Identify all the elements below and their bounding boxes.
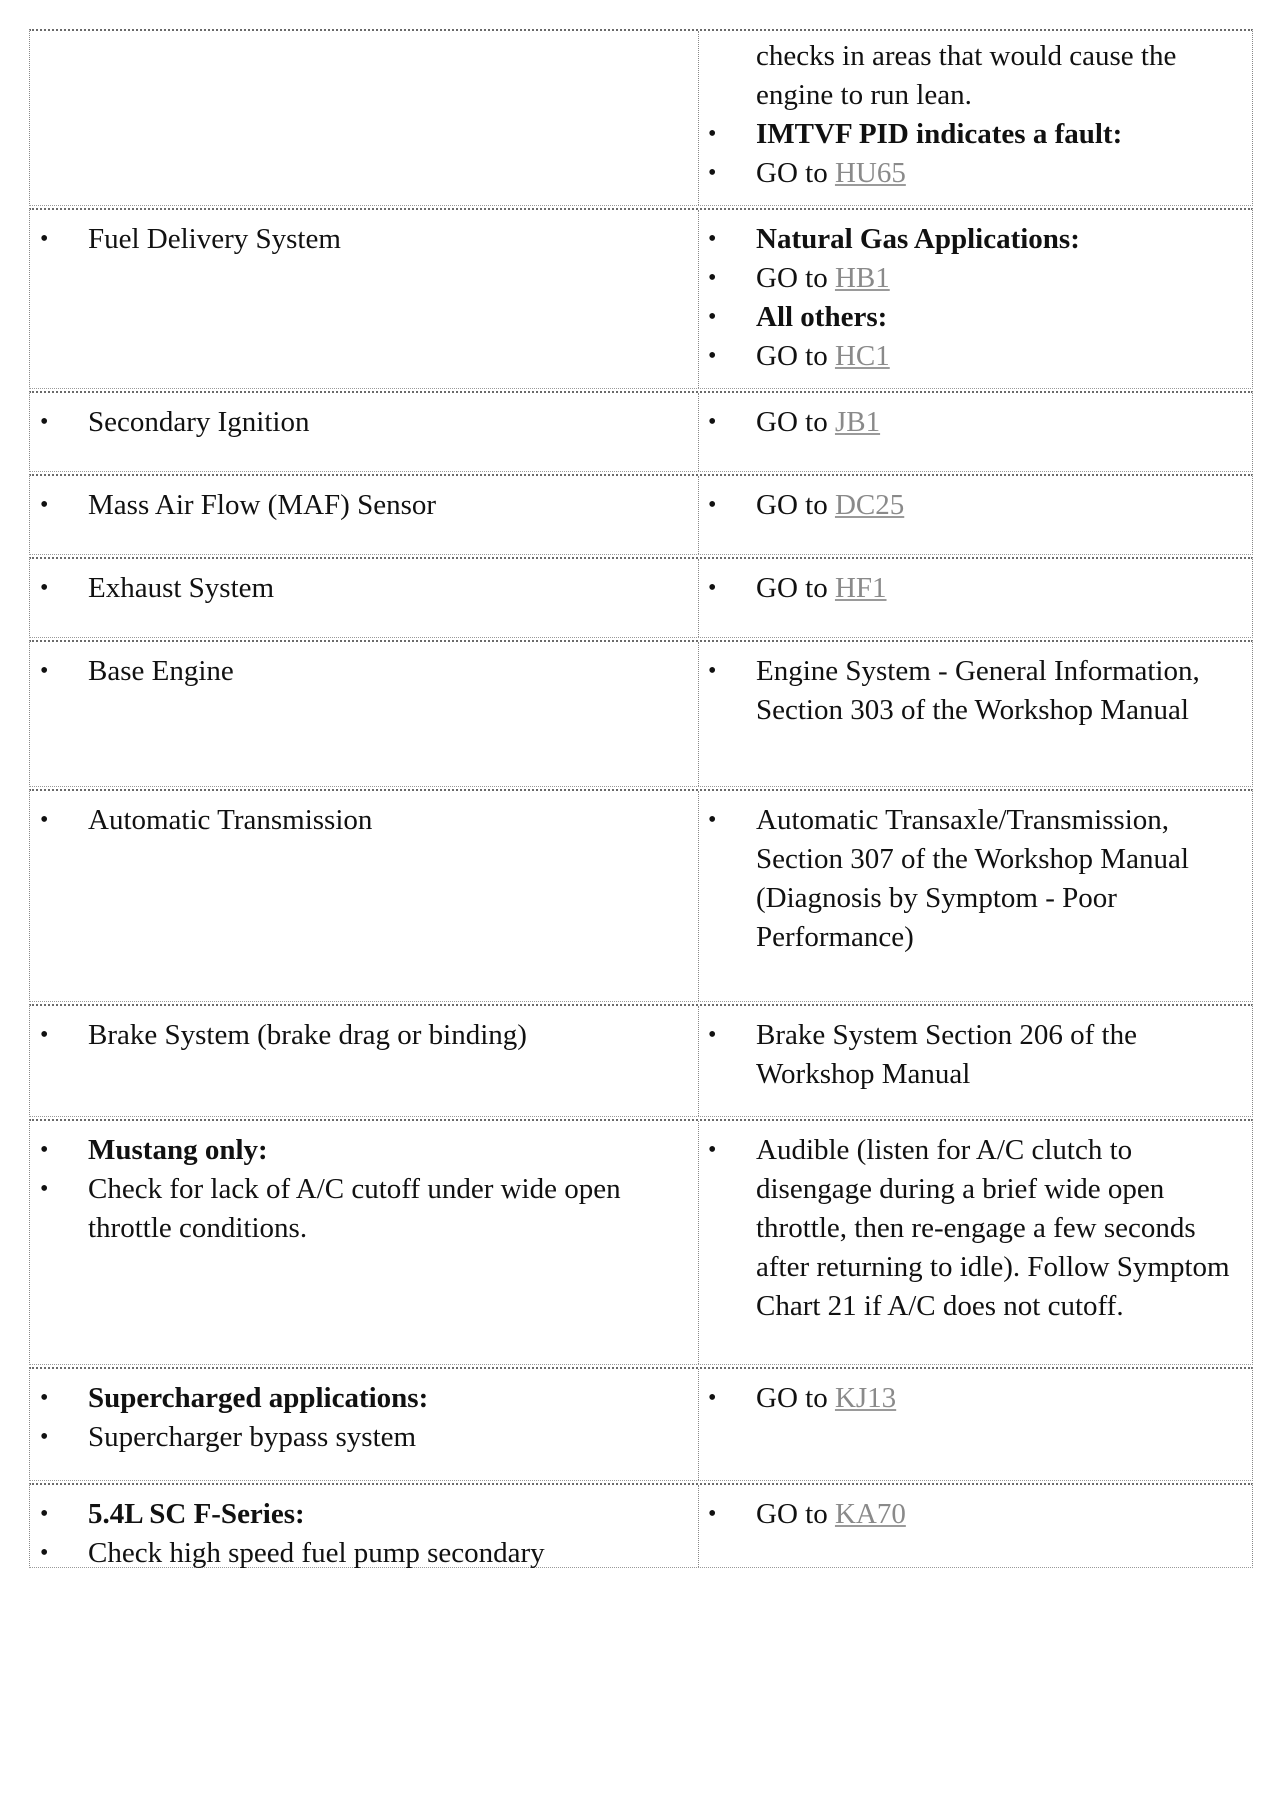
left-cell [30, 1485, 698, 1573]
go-to-text: GO to [756, 406, 835, 438]
bullet-list [756, 1379, 1248, 1418]
left-cell [30, 791, 698, 840]
left-cell [30, 1121, 698, 1248]
pinpoint-test-link[interactable]: HF1 [834, 572, 887, 604]
condition-heading: Natural Gas Applications: [756, 223, 1080, 255]
list-item [756, 403, 1248, 442]
list-item [756, 569, 1248, 608]
bullet-list [756, 486, 1248, 525]
bullet-list [88, 652, 688, 691]
right-cell [698, 210, 1254, 376]
left-cell [30, 31, 698, 41]
pinpoint-test-link[interactable]: KJ13 [834, 1382, 897, 1414]
bullet-list [756, 801, 1248, 957]
list-item [756, 115, 1248, 154]
condition-heading: 5.4L SC F-Series: [88, 1498, 305, 1530]
bullet-list [756, 569, 1248, 608]
list-item [88, 1016, 688, 1055]
list-item [756, 1016, 1248, 1094]
bullet-list [88, 486, 688, 525]
go-to-text: GO to [756, 1498, 835, 1530]
pinpoint-test-link[interactable]: HB1 [834, 262, 890, 294]
bullet-list [756, 1016, 1248, 1094]
bullet-list [88, 1131, 688, 1248]
list-item [88, 220, 688, 259]
condition-heading: Mustang only: [88, 1134, 268, 1166]
item-text: Engine System - General Information, Section 303 of the Workshop Manual [756, 655, 1200, 726]
go-to-text: GO to [756, 1382, 835, 1414]
list-item [756, 486, 1248, 525]
right-cell [698, 791, 1254, 957]
item-text: Brake System (brake drag or binding) [88, 1019, 527, 1051]
left-cell [30, 210, 698, 259]
item-text: Audible (listen for A/C clutch to disengage during a brief wide open throttle, then re-engage a few seconds after returning to idle). Follow Symptom Chart 21 if A/C does not cutoff. [756, 1134, 1230, 1322]
bullet-list [756, 1131, 1248, 1326]
bullet-list [88, 1016, 688, 1055]
table-row [29, 1004, 1253, 1117]
right-cell [698, 393, 1254, 442]
list-item [88, 403, 688, 442]
right-cell [698, 1121, 1254, 1326]
pinpoint-test-link[interactable]: HU65 [834, 157, 906, 189]
list-item [756, 652, 1248, 730]
left-cell [30, 1369, 698, 1457]
list-item [88, 801, 688, 840]
list-item [756, 801, 1248, 957]
table-row [29, 1119, 1253, 1365]
bullet-list [88, 403, 688, 442]
list-item [756, 1495, 1248, 1534]
list-item [88, 1534, 688, 1573]
bullet-list [756, 37, 1248, 193]
bullet-list [88, 569, 688, 608]
list-item [88, 1379, 688, 1418]
pinpoint-test-link[interactable]: KA70 [834, 1498, 906, 1530]
go-to-text: GO to [756, 157, 835, 189]
bullet-list [88, 1379, 688, 1457]
list-item [88, 652, 688, 691]
list-item [756, 154, 1248, 193]
left-cell [30, 559, 698, 608]
list-item [88, 1131, 688, 1170]
left-cell [30, 476, 698, 525]
item-text: Check for lack of A/C cutoff under wide open throttle conditions. [88, 1173, 621, 1244]
table-row [29, 1483, 1253, 1568]
table-row [29, 1367, 1253, 1481]
right-cell [698, 559, 1254, 608]
table-row [29, 789, 1253, 1002]
right-cell [698, 642, 1254, 730]
bullet-list [756, 1495, 1248, 1534]
item-text: checks in areas that would cause the engine to run lean. [756, 40, 1177, 111]
right-cell [698, 1006, 1254, 1094]
right-cell [698, 1369, 1254, 1418]
left-cell [30, 1006, 698, 1055]
item-text: Mass Air Flow (MAF) Sensor [88, 489, 437, 521]
list-item [756, 337, 1248, 376]
list-item [88, 569, 688, 608]
left-cell [30, 642, 698, 691]
go-to-text: GO to [756, 489, 835, 521]
right-cell [698, 31, 1254, 193]
bullet-list [756, 403, 1248, 442]
condition-heading: All others: [756, 301, 888, 333]
bullet-list [88, 1495, 688, 1573]
pinpoint-test-link[interactable]: JB1 [834, 406, 881, 438]
bullet-list [88, 801, 688, 840]
list-item [88, 486, 688, 525]
condition-heading: Supercharged applications: [88, 1382, 429, 1414]
list-item [88, 1418, 688, 1457]
right-cell [698, 476, 1254, 525]
procedure-table [29, 29, 1253, 1570]
left-cell [30, 393, 698, 442]
item-text: Automatic Transmission [88, 804, 373, 836]
go-to-text: GO to [756, 340, 835, 372]
item-text: Fuel Delivery System [88, 223, 341, 255]
list-item [756, 1379, 1248, 1418]
go-to-text: GO to [756, 262, 835, 294]
item-text: Exhaust System [88, 572, 275, 604]
item-text: Check high speed fuel pump secondary [88, 1537, 545, 1569]
bullet-list [756, 220, 1248, 376]
pinpoint-test-link[interactable]: HC1 [834, 340, 890, 372]
list-item [756, 298, 1248, 337]
list-item [88, 1170, 688, 1248]
right-cell [698, 1485, 1254, 1534]
go-to-text: GO to [756, 572, 835, 604]
table-row [29, 474, 1253, 555]
bullet-list [88, 220, 688, 259]
item-text: Brake System Section 206 of the Workshop Manual [756, 1019, 1137, 1090]
list-item [756, 1131, 1248, 1326]
table-row [29, 640, 1253, 787]
item-text: Automatic Transaxle/Transmission, Section 307 of the Workshop Manual (Diagnosis by Symptom - Poor Performance) [756, 804, 1189, 953]
item-text: Supercharger bypass system [88, 1421, 417, 1453]
item-text: Secondary Ignition [88, 406, 310, 438]
list-item [88, 1495, 688, 1534]
pinpoint-test-link[interactable]: DC25 [834, 489, 905, 521]
condition-heading: IMTVF PID indicates a fault: [756, 118, 1123, 150]
table-row [29, 391, 1253, 472]
item-text: Base Engine [88, 655, 234, 687]
list-item [756, 259, 1248, 298]
list-item [756, 220, 1248, 259]
list-item [756, 37, 1248, 115]
bullet-list [756, 652, 1248, 730]
table-row [29, 208, 1253, 389]
table-row [29, 29, 1253, 206]
table-row [29, 557, 1253, 638]
